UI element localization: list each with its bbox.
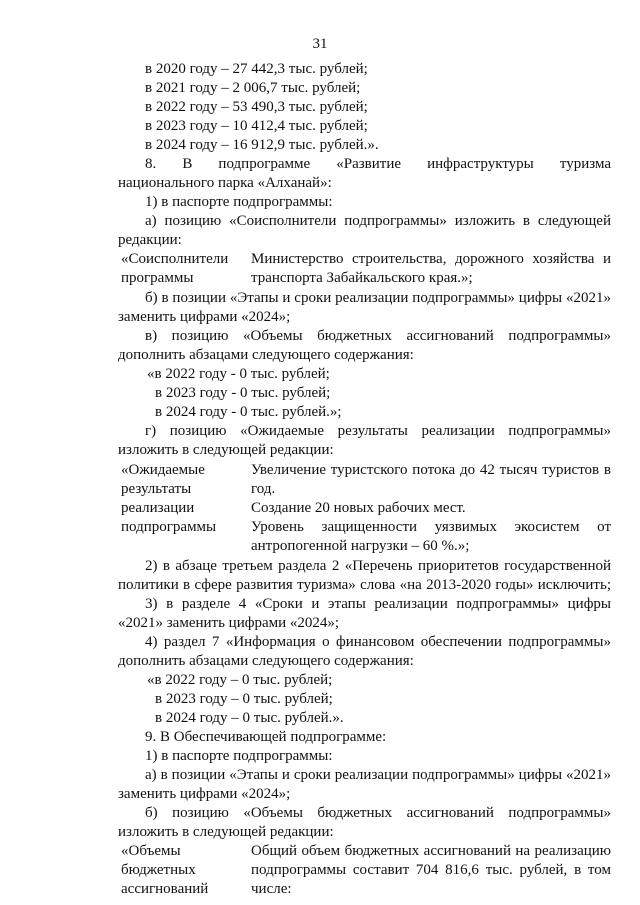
item8-sub1-v-cont: дополнить абзацами следующего содержания:	[118, 347, 414, 363]
s7-budget-2024: в 2024 году – 0 тыс. рублей.».	[155, 710, 344, 726]
item8-sub2: 2) в абзаце третьем раздела 2 «Перечень приоритетов государственной	[145, 558, 611, 574]
results-label-line4: подпрограммы	[121, 519, 217, 535]
item9-sub1: 1) в паспорте подпрограммы:	[145, 748, 333, 764]
budget-label-line3: ассигнований	[121, 881, 209, 897]
v-budget-2023: в 2023 году - 0 тыс. рублей;	[155, 385, 331, 401]
budget-line-2023: в 2023 году – 10 412,4 тыс. рублей;	[145, 118, 368, 134]
item8-sub1-v: в) позицию «Объемы бюджетных ассигнований подпрограммы»	[145, 328, 611, 344]
results-label-line3: реализации	[121, 500, 195, 516]
item8-sub4: 4) раздел 7 «Информация о финансовом обеспечении подпрограммы»	[145, 634, 611, 650]
item8-heading-cont: национального парка «Алханай»:	[118, 175, 332, 191]
results-label-line2: результаты	[121, 481, 192, 497]
budget-line-2022: в 2022 году – 53 490,3 тыс. рублей;	[145, 99, 368, 115]
budget-value-line1: Общий объем бюджетных ассигнований на реализацию	[251, 843, 611, 859]
item9-sub1-a-cont: заменить цифрами «2024»;	[118, 786, 291, 802]
budget-line-2021: в 2021 году – 2 006,7 тыс. рублей;	[145, 80, 361, 96]
budget-line-2024: в 2024 году – 16 912,9 тыс. рублей.».	[145, 137, 379, 153]
page-number: 31	[312, 36, 328, 52]
item8-sub4-cont: дополнить абзацами следующего содержания:	[118, 653, 414, 669]
results-value-line3: Создание 20 новых рабочих мест.	[251, 500, 466, 516]
item9-sub1-b-cont: изложить в следующей редакции:	[118, 824, 334, 840]
results-value-line4: Уровень защищенности уязвимых экосистем от	[251, 519, 611, 535]
item8-sub1-b-cont: заменить цифрами «2024»;	[118, 309, 291, 325]
coexec-value-line1: Министерство строительства, дорожного хозяйства и	[251, 251, 611, 267]
item8-sub3-cont: «2021» заменить цифрами «2024»;	[118, 615, 340, 631]
v-budget-2022: «в 2022 году - 0 тыс. рублей;	[147, 366, 330, 382]
budget-value-line2: подпрограммы составит 704 816,6 тыс. рублей, в том	[251, 862, 611, 878]
item8-heading: 8. В подпрограмме «Развитие инфраструктуры туризма	[145, 156, 611, 172]
results-value-line2: год.	[251, 481, 276, 497]
item9-heading: 9. В Обеспечивающей подпрограмме:	[145, 729, 387, 745]
item8-sub3: 3) в разделе 4 «Сроки и этапы реализации подпрограммы» цифры	[145, 596, 611, 612]
item8-sub1: 1) в паспорте подпрограммы:	[145, 194, 333, 210]
item8-sub1-a: а) позицию «Соисполнители подпрограммы» изложить в следующей	[145, 213, 611, 229]
coexec-label-line1: «Соисполнители	[121, 251, 229, 267]
budget-label-line2: бюджетных	[121, 862, 196, 878]
item9-sub1-b: б) позицию «Объемы бюджетных ассигнований подпрограммы»	[145, 805, 611, 821]
budget-label-line1: «Объемы	[121, 843, 181, 859]
item8-sub2-cont: политики в сфере развития туризма» слова «на 2013-2020 годы» исключить;	[118, 577, 611, 593]
item9-sub1-a: а) в позиции «Этапы и сроки реализации подпрограммы» цифры «2021»	[145, 767, 611, 783]
s7-budget-2022: «в 2022 году – 0 тыс. рублей;	[147, 672, 333, 688]
budget-line-2020: в 2020 году – 27 442,3 тыс. рублей;	[145, 61, 368, 77]
coexec-value-line2: транспорта Забайкальского края.»;	[251, 270, 473, 286]
item8-sub1-g-cont: изложить в следующей редакции:	[118, 442, 334, 458]
item8-sub1-g: г) позицию «Ожидаемые результаты реализации подпрограммы»	[145, 423, 611, 439]
item8-sub1-b: б) в позиции «Этапы и сроки реализации подпрограммы» цифры «2021»	[145, 290, 611, 306]
results-label-line1: «Ожидаемые	[121, 462, 205, 478]
coexec-label-line2: программы	[121, 270, 194, 286]
results-value-line1: Увеличение туристского потока до 42 тысяч туристов в	[251, 462, 611, 478]
v-budget-2024: в 2024 году - 0 тыс. рублей.»;	[155, 404, 342, 420]
item8-sub1-a-cont: редакции:	[118, 232, 182, 248]
results-value-line5: антропогенной нагрузки – 60 %.»;	[251, 538, 470, 554]
s7-budget-2023: в 2023 году – 0 тыс. рублей;	[155, 691, 333, 707]
budget-value-line3: числе:	[251, 881, 292, 897]
